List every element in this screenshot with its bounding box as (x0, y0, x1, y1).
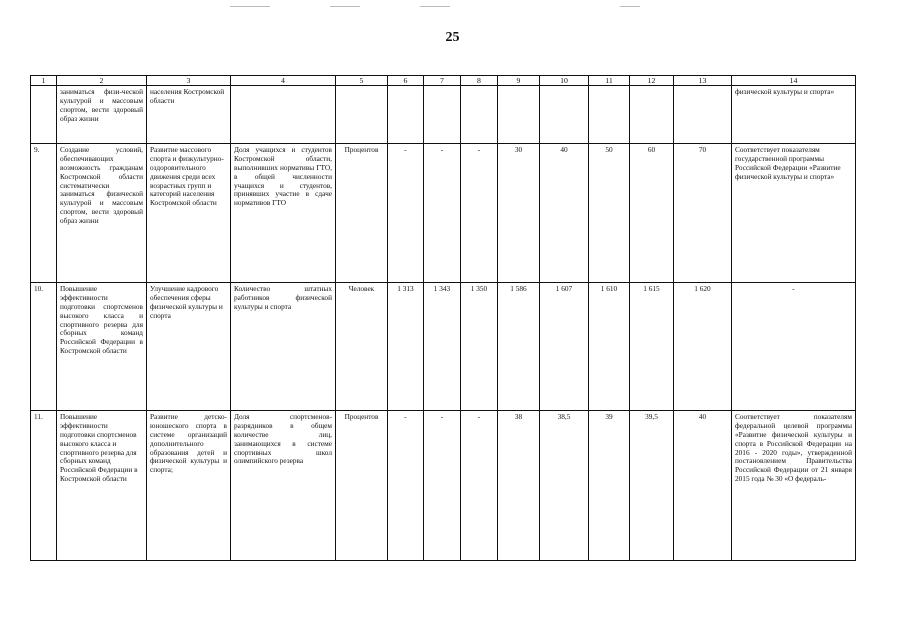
value-cell: - (388, 411, 424, 561)
value-cell: 50 (589, 144, 630, 283)
value-cell: - (424, 411, 461, 561)
indicator-cell: Доля учащихся и студентов Костромской области, выполнивших нормативы ГТО, в общей численности учащихся и студентов, принявших участие в сдаче нормативов ГТО (231, 144, 336, 283)
header-cell: 2 (57, 76, 147, 86)
value-cell: 1 343 (424, 283, 461, 411)
header-cell: 8 (461, 76, 498, 86)
value-cell: 39 (589, 411, 630, 561)
value-cell (540, 86, 589, 144)
unit-cell (336, 86, 388, 144)
row-number (31, 86, 57, 144)
value-cell: 70 (674, 144, 732, 283)
value-cell: 39,5 (630, 411, 674, 561)
value-cell: 40 (540, 144, 589, 283)
task-cell: населения Костромской области (147, 86, 231, 144)
unit-cell: Человек (336, 283, 388, 411)
header-cell: 6 (388, 76, 424, 86)
value-cell: 60 (630, 144, 674, 283)
value-cell: - (388, 144, 424, 283)
value-cell: - (461, 144, 498, 283)
top-rule (420, 6, 450, 7)
header-cell: 7 (424, 76, 461, 86)
table-row (31, 144, 856, 283)
table-row (31, 86, 856, 144)
row-number: 11. (31, 411, 57, 561)
task-cell: Развитие детско-юношеского спорта в системе организаций дополнительного образования детей и физической культуры и спорта; (147, 411, 231, 561)
note-cell: - (732, 283, 856, 411)
top-rule (230, 6, 270, 7)
header-cell: 3 (147, 76, 231, 86)
header-cell: 9 (498, 76, 540, 86)
top-rule (330, 6, 360, 7)
header-cell: 1 (31, 76, 57, 86)
top-rule (620, 6, 640, 7)
task-cell: Развитие массового спорта и физкультурно-оздоровительного движения среди всех возрастных групп и категорий населения Костромской области (147, 144, 231, 283)
note-cell: физической культуры и спорта» (732, 86, 856, 144)
row-number: 10. (31, 283, 57, 411)
header-cell: 5 (336, 76, 388, 86)
table-row (31, 283, 856, 411)
program-indicators-table (30, 75, 856, 561)
value-cell (461, 86, 498, 144)
value-cell (674, 86, 732, 144)
goal-cell: заниматься физи-ческой культурой и массовым спортом, вести здоровый образ жизни (57, 86, 147, 144)
value-cell (630, 86, 674, 144)
value-cell: 1 610 (589, 283, 630, 411)
value-cell: 40 (674, 411, 732, 561)
value-cell: 38,5 (540, 411, 589, 561)
value-cell: 1 586 (498, 283, 540, 411)
value-cell: 1 615 (630, 283, 674, 411)
indicator-cell: Доля спортсменов-разрядников в общем количестве лиц, занимающихся в системе спортивных школ олимпийского резерва (231, 411, 336, 561)
unit-cell: Процентов (336, 411, 388, 561)
goal-cell: Повышение эффективности подготовки спортсменов высокого класса и спортивного резерва для сборных команд Российской Федерации в Костромской области (57, 411, 147, 561)
note-cell: Соответствует показателям государственной программы Российской Федерации «Развитие физической культуры и спорта» (732, 144, 856, 283)
value-cell: 30 (498, 144, 540, 283)
page-number: 25 (445, 30, 460, 45)
value-cell (589, 86, 630, 144)
table-row (31, 411, 856, 561)
goal-cell: Повышение эффективности подготовки спортсменов высокого класса и спортивного резерва для сборных команд Российской Федерации в Костромской области (57, 283, 147, 411)
value-cell: 38 (498, 411, 540, 561)
indicator-cell: Количество штатных работников физической культуры и спорта (231, 283, 336, 411)
value-cell: - (461, 411, 498, 561)
value-cell (424, 86, 461, 144)
goal-cell: Создание условий, обеспечивающих возможность гражданам Костромской области систематически заниматься физической культурой и массовым спортом, вести здоровый образ жизни (57, 144, 147, 283)
header-cell: 13 (674, 76, 732, 86)
value-cell: 1 313 (388, 283, 424, 411)
value-cell (388, 86, 424, 144)
value-cell: 1 350 (461, 283, 498, 411)
note-cell: Соответствует показателям федеральной целевой программы «Развитие физической культуры и спорта в Российской Федерации на 2016 - 2020 годы», утвержденной постановлением Правительства Российской Федерации от 21 января 2015 года № 30 «О федераль- (732, 411, 856, 561)
row-number: 9. (31, 144, 57, 283)
header-cell: 11 (589, 76, 630, 86)
value-cell: 1 620 (674, 283, 732, 411)
indicator-cell (231, 86, 336, 144)
header-cell: 4 (231, 76, 336, 86)
header-cell: 12 (630, 76, 674, 86)
unit-cell: Процентов (336, 144, 388, 283)
column-number-header-row (31, 76, 856, 86)
header-cell: 10 (540, 76, 589, 86)
task-cell: Улучшение кадрового обеспечения сферы физической культуры и спорта (147, 283, 231, 411)
value-cell: 1 607 (540, 283, 589, 411)
value-cell: - (424, 144, 461, 283)
header-cell: 14 (732, 76, 856, 86)
value-cell (498, 86, 540, 144)
